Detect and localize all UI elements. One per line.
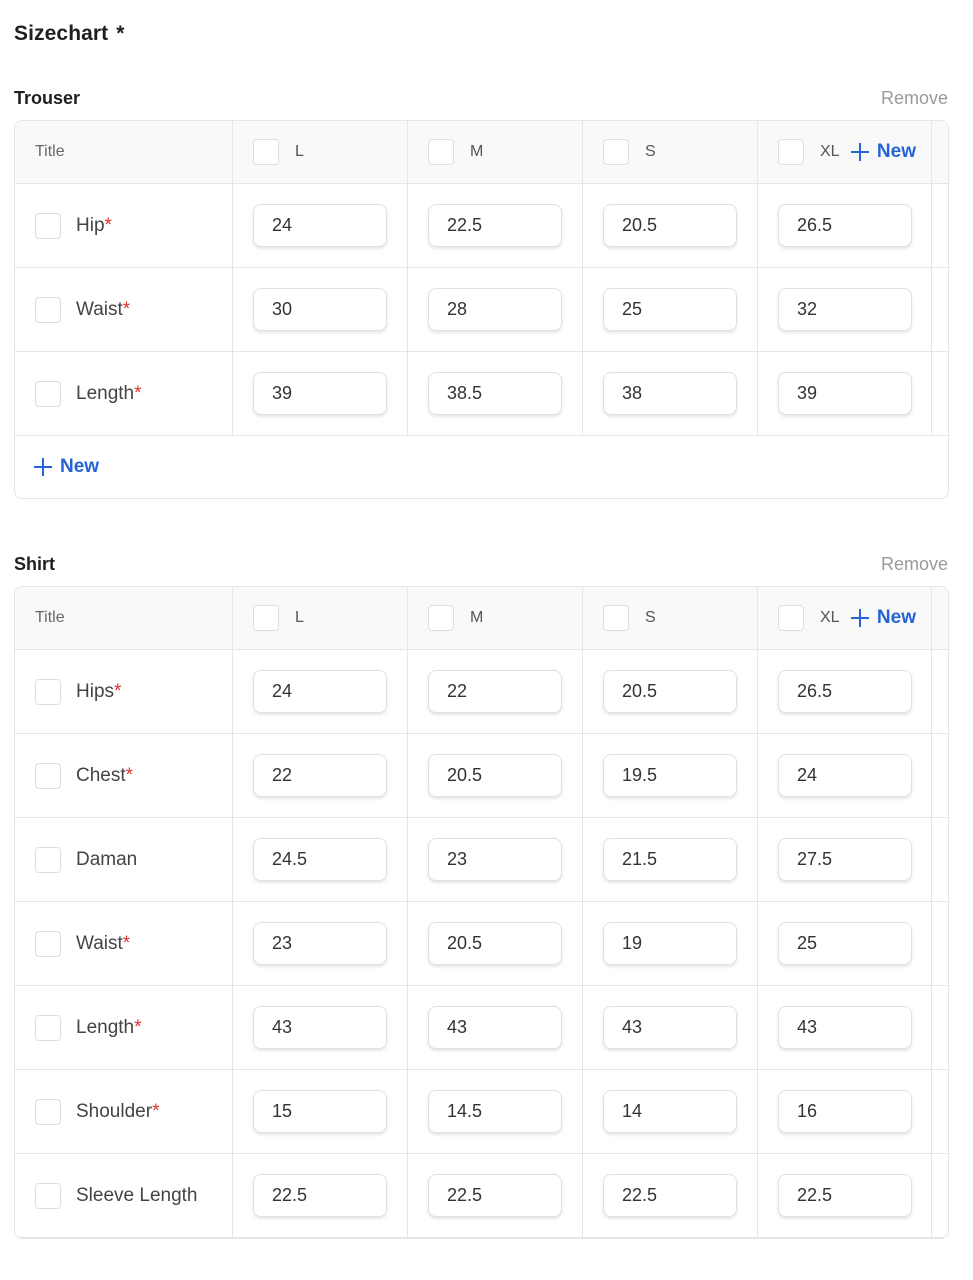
measurement-input[interactable] — [253, 754, 387, 797]
value-cell — [583, 734, 758, 817]
title-column-label: Title — [35, 143, 65, 160]
row-spacer — [932, 818, 948, 901]
measurement-input[interactable] — [778, 922, 912, 965]
row-title-cell — [15, 352, 233, 435]
page-title — [14, 22, 125, 46]
value-cell — [758, 1154, 932, 1237]
column-select-checkbox[interactable] — [428, 139, 454, 165]
value-cell — [408, 268, 583, 351]
measurement-input[interactable] — [778, 1174, 912, 1217]
column-header-size — [233, 121, 408, 183]
row-spacer — [932, 902, 948, 985]
remove-section-button[interactable]: Remove — [880, 88, 948, 108]
measurement-input[interactable] — [603, 372, 737, 415]
value-cell — [233, 818, 408, 901]
value-cell — [233, 268, 408, 351]
plus-icon — [33, 457, 53, 477]
row-select-checkbox[interactable] — [35, 763, 61, 789]
row-select-checkbox[interactable] — [35, 381, 61, 407]
value-cell — [758, 184, 932, 267]
table-row — [15, 902, 948, 986]
measurement-input[interactable] — [428, 204, 562, 247]
value-cell — [233, 734, 408, 817]
measurement-input[interactable] — [253, 1006, 387, 1049]
row-select-checkbox[interactable] — [35, 679, 61, 705]
required-asterisk: * — [104, 214, 112, 236]
value-cell — [758, 268, 932, 351]
measurement-input[interactable] — [253, 372, 387, 415]
value-cell — [233, 352, 408, 435]
column-header-spacer — [932, 587, 948, 649]
measurement-name: Hips — [76, 680, 115, 702]
column-select-checkbox[interactable] — [253, 139, 279, 165]
size-table — [14, 120, 949, 499]
required-asterisk: * — [152, 1100, 160, 1122]
column-header-size — [408, 121, 583, 183]
measurement-input[interactable] — [603, 922, 737, 965]
measurement-input[interactable] — [428, 838, 562, 881]
row-spacer — [932, 184, 948, 267]
value-cell — [233, 902, 408, 985]
row-spacer — [932, 1154, 948, 1237]
add-row-label: New — [60, 456, 100, 477]
column-select-checkbox[interactable] — [253, 605, 279, 631]
required-mark: * — [116, 22, 125, 45]
column-header-size — [233, 587, 408, 649]
table-row — [15, 268, 948, 352]
measurement-input[interactable] — [778, 670, 912, 713]
measurement-input[interactable] — [253, 288, 387, 331]
value-cell — [583, 1070, 758, 1153]
row-title-cell — [15, 268, 233, 351]
add-size-label: New — [876, 141, 916, 162]
measurement-name: Length — [76, 382, 135, 404]
column-header-title — [15, 121, 233, 183]
plus-icon — [850, 608, 870, 628]
measurement-label — [76, 1185, 198, 1207]
measurement-input[interactable] — [603, 1090, 737, 1133]
row-select-checkbox[interactable] — [35, 931, 61, 957]
table-footer — [15, 436, 948, 498]
add-size-column-button[interactable] — [850, 607, 916, 629]
table-row — [15, 1070, 948, 1154]
required-asterisk: * — [122, 298, 131, 320]
measurement-label — [76, 849, 137, 871]
column-select-checkbox[interactable] — [428, 605, 454, 631]
section-title: Shirt — [14, 554, 56, 574]
size-section — [14, 80, 949, 499]
table-row — [15, 650, 948, 734]
table-row — [15, 818, 948, 902]
measurement-input[interactable] — [428, 922, 562, 965]
measurement-input[interactable] — [778, 204, 912, 247]
value-cell — [583, 986, 758, 1069]
row-spacer — [932, 352, 948, 435]
value-cell — [233, 1070, 408, 1153]
measurement-name: Waist — [76, 298, 123, 320]
column-header-title — [15, 587, 233, 649]
measurement-label — [76, 933, 130, 955]
value-cell — [758, 902, 932, 985]
add-size-column-button[interactable] — [850, 141, 916, 163]
value-cell — [233, 986, 408, 1069]
section-header — [14, 80, 949, 120]
value-cell — [233, 650, 408, 733]
size-column-label: M — [470, 609, 484, 626]
row-select-checkbox[interactable] — [35, 297, 61, 323]
measurement-input[interactable] — [603, 838, 737, 881]
section-header — [14, 546, 949, 586]
value-cell — [408, 184, 583, 267]
value-cell — [583, 268, 758, 351]
measurement-label — [76, 383, 142, 405]
required-asterisk: * — [122, 932, 131, 954]
measurement-input[interactable] — [603, 204, 737, 247]
measurement-input[interactable] — [778, 754, 912, 797]
measurement-input[interactable] — [603, 288, 737, 331]
row-spacer — [932, 650, 948, 733]
column-header-size — [408, 587, 583, 649]
table-row — [15, 734, 948, 818]
row-title-cell — [15, 986, 233, 1069]
measurement-input[interactable] — [253, 1174, 387, 1217]
measurement-label — [76, 1101, 159, 1123]
value-cell — [583, 902, 758, 985]
value-cell — [408, 650, 583, 733]
column-select-checkbox[interactable] — [603, 139, 629, 165]
required-asterisk: * — [134, 1016, 142, 1038]
size-column-label: M — [470, 143, 484, 160]
value-cell — [408, 818, 583, 901]
value-cell — [583, 818, 758, 901]
value-cell — [408, 1070, 583, 1153]
measurement-input[interactable] — [428, 754, 562, 797]
measurement-input[interactable] — [428, 1006, 562, 1049]
page-title-text: Sizechart — [14, 22, 109, 45]
measurement-input[interactable] — [778, 1090, 912, 1133]
value-cell — [233, 1154, 408, 1237]
column-select-checkbox[interactable] — [778, 139, 804, 165]
column-select-checkbox[interactable] — [778, 605, 804, 631]
measurement-input[interactable] — [253, 838, 387, 881]
size-column-label: S — [645, 143, 656, 160]
add-size-label: New — [876, 607, 916, 628]
measurement-input[interactable] — [253, 922, 387, 965]
row-select-checkbox[interactable] — [35, 1015, 61, 1041]
column-header-size — [583, 587, 758, 649]
row-spacer — [932, 986, 948, 1069]
value-cell — [233, 184, 408, 267]
table-header-row — [15, 121, 948, 184]
table-row — [15, 1154, 948, 1238]
row-spacer — [932, 268, 948, 351]
value-cell — [583, 184, 758, 267]
size-column-label: XL — [820, 609, 840, 626]
row-select-checkbox[interactable] — [35, 213, 61, 239]
measurement-input[interactable] — [778, 288, 912, 331]
measurement-name: Shoulder — [76, 1100, 153, 1122]
value-cell — [758, 986, 932, 1069]
measurement-input[interactable] — [778, 1006, 912, 1049]
value-cell — [758, 734, 932, 817]
measurement-label — [76, 299, 130, 321]
column-header-spacer — [932, 121, 948, 183]
measurement-label — [76, 681, 121, 703]
row-title-cell — [15, 1154, 233, 1237]
required-asterisk: * — [114, 680, 122, 702]
size-column-label: L — [295, 143, 304, 160]
size-section — [14, 546, 949, 1239]
size-column-label: L — [295, 609, 304, 626]
measurement-name: Sleeve Length — [76, 1184, 198, 1206]
value-cell — [583, 1154, 758, 1237]
required-asterisk: * — [125, 764, 134, 786]
measurement-input[interactable] — [603, 754, 737, 797]
value-cell — [408, 734, 583, 817]
row-title-cell — [15, 818, 233, 901]
size-column-label: S — [645, 609, 656, 626]
measurement-name: Length — [76, 1016, 135, 1038]
value-cell — [408, 1154, 583, 1237]
measurement-input[interactable] — [428, 372, 562, 415]
measurement-label — [76, 215, 112, 237]
value-cell — [758, 352, 932, 435]
value-cell — [758, 650, 932, 733]
value-cell — [583, 650, 758, 733]
row-title-cell — [15, 184, 233, 267]
value-cell — [758, 818, 932, 901]
measurement-input[interactable] — [428, 1174, 562, 1217]
measurement-label — [76, 1017, 142, 1039]
table-header-row — [15, 587, 948, 650]
remove-section-button[interactable]: Remove — [880, 554, 948, 574]
measurement-name: Daman — [76, 848, 138, 870]
table-row — [15, 352, 948, 436]
row-title-cell — [15, 734, 233, 817]
measurement-input[interactable] — [778, 838, 912, 881]
measurement-input[interactable] — [253, 1090, 387, 1133]
measurement-input[interactable] — [253, 204, 387, 247]
measurement-input[interactable] — [428, 288, 562, 331]
column-header-size — [758, 587, 932, 649]
measurement-label — [76, 765, 133, 787]
row-select-checkbox[interactable] — [35, 1183, 61, 1209]
measurement-input[interactable] — [603, 670, 737, 713]
row-select-checkbox[interactable] — [35, 1099, 61, 1125]
add-row-button[interactable] — [33, 456, 99, 478]
column-header-size — [583, 121, 758, 183]
row-spacer — [932, 734, 948, 817]
title-column-label: Title — [35, 609, 65, 626]
required-asterisk: * — [134, 382, 142, 404]
measurement-input[interactable] — [603, 1006, 737, 1049]
row-title-cell — [15, 902, 233, 985]
column-header-size — [758, 121, 932, 183]
row-spacer — [932, 1070, 948, 1153]
row-select-checkbox[interactable] — [35, 847, 61, 873]
measurement-name: Hip — [76, 214, 105, 236]
table-row — [15, 184, 948, 268]
value-cell — [408, 986, 583, 1069]
plus-icon — [850, 142, 870, 162]
value-cell — [583, 352, 758, 435]
value-cell — [758, 1070, 932, 1153]
measurement-name: Waist — [76, 932, 123, 954]
value-cell — [408, 902, 583, 985]
value-cell — [408, 352, 583, 435]
table-row — [15, 986, 948, 1070]
measurement-input[interactable] — [603, 1174, 737, 1217]
measurement-name: Chest — [76, 764, 126, 786]
measurement-input[interactable] — [253, 670, 387, 713]
row-title-cell — [15, 1070, 233, 1153]
row-title-cell — [15, 650, 233, 733]
measurement-input[interactable] — [778, 372, 912, 415]
column-select-checkbox[interactable] — [603, 605, 629, 631]
measurement-input[interactable] — [428, 1090, 562, 1133]
measurement-input[interactable] — [428, 670, 562, 713]
section-title: Trouser — [14, 88, 81, 108]
size-column-label: XL — [820, 143, 840, 160]
size-table — [14, 586, 949, 1239]
